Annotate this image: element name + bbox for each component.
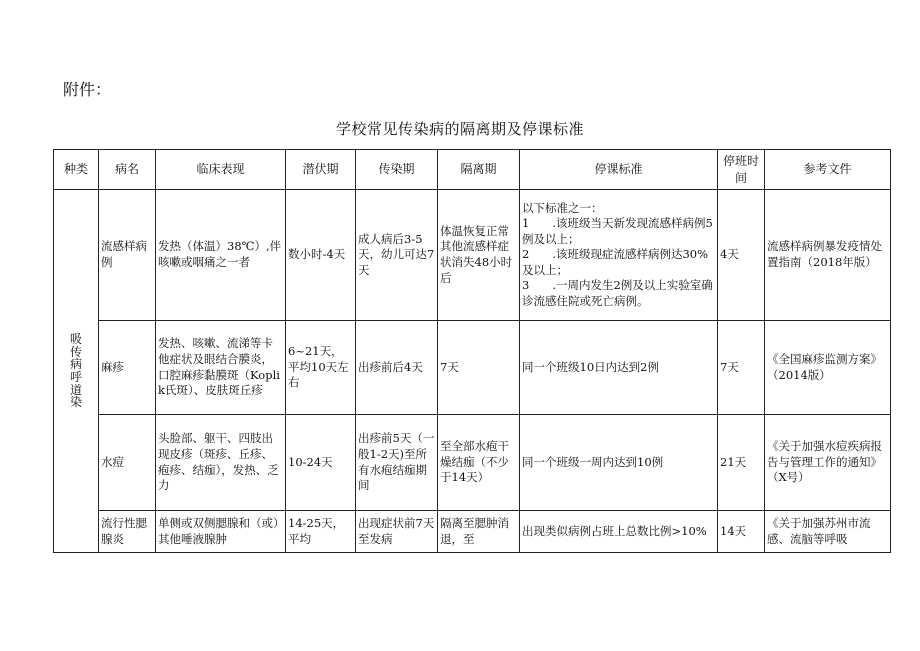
header-isolation: 隔离期 bbox=[438, 150, 520, 190]
disease-name: 流行性腮腺炎 bbox=[99, 511, 156, 553]
criteria-line: 3 .一周内发生2例及以上实验室确诊流感住院或死亡病例。 bbox=[522, 278, 713, 308]
table-row bbox=[54, 511, 891, 553]
criteria-line: 出现类似病例占班上总数比例>10% bbox=[522, 523, 707, 538]
quarantine-table bbox=[53, 149, 891, 553]
header-reference: 参考文件 bbox=[765, 150, 891, 190]
criteria-line: 同一个班级一周内达到10例 bbox=[522, 454, 664, 469]
header-criteria: 停课标准 bbox=[520, 150, 718, 190]
stop-time-cell: 7天 bbox=[718, 321, 765, 415]
incubation-cell: 6~21天，平均10天左右 bbox=[286, 321, 356, 415]
disease-name: 水痘 bbox=[99, 415, 156, 511]
symptoms-cell: 发热（体温）38℃）,伴咳嗽或咽痛之一者 bbox=[156, 190, 286, 321]
criteria-cell bbox=[520, 415, 718, 511]
symptoms-cell: 头脸部、躯干、四肢出现皮疹（斑疹、丘疹、疱疹、结痂），发热、乏力 bbox=[156, 415, 286, 511]
reference-cell: 《全国麻疹监测方案》（2014版） bbox=[765, 321, 891, 415]
criteria-cell bbox=[520, 190, 718, 321]
infectious-cell: 成人病后3-5天，幼儿可达7天 bbox=[356, 190, 438, 321]
category-cell bbox=[54, 190, 99, 553]
isolation-cell: 7天 bbox=[438, 321, 520, 415]
infectious-cell: 出现症状前7天至发病 bbox=[356, 511, 438, 553]
incubation-cell: 14-25天，平均 bbox=[286, 511, 356, 553]
disease-name: 麻疹 bbox=[99, 321, 156, 415]
table-row bbox=[54, 190, 891, 321]
header-row bbox=[54, 150, 891, 190]
document-title: 学校常见传染病的隔离期及停课标准 bbox=[335, 120, 584, 138]
criteria-line: 1 .该班级当天新发现流感样病例5例及以上； bbox=[522, 216, 713, 246]
header-infectious: 传染期 bbox=[356, 150, 438, 190]
criteria-line: 2 .该班级现症流感样病例达30%及以上； bbox=[522, 247, 709, 277]
symptoms-cell: 单侧或双侧腮腺和（或）其他唾液腺肿 bbox=[156, 511, 286, 553]
stop-time-cell: 21天 bbox=[718, 415, 765, 511]
header-stop-time: 停班时间 bbox=[718, 150, 765, 190]
header-incubation: 潜伏期 bbox=[286, 150, 356, 190]
category-label: 吸传病呼道染 bbox=[69, 332, 82, 410]
reference-cell: 《关于加强苏州市流感、流脑等呼吸 bbox=[765, 511, 891, 553]
header-disease: 病名 bbox=[99, 150, 156, 190]
stop-time-cell: 14天 bbox=[718, 511, 765, 553]
criteria-line: 以下标准之一： bbox=[522, 200, 603, 215]
header-category: 种类 bbox=[54, 150, 99, 190]
incubation-cell: 10-24天 bbox=[286, 415, 356, 511]
table-row bbox=[54, 321, 891, 415]
symptoms-cell: 发热、咳嗽、流涕等卡他症状及眼结合膜炎，口腔麻疹黏膜斑（Koplik氏斑）、皮肤斑丘疹 bbox=[156, 321, 286, 415]
disease-name: 流感样病例 bbox=[99, 190, 156, 321]
isolation-cell: 体温恢复正常其他流感样症状消失48小时后 bbox=[438, 190, 520, 321]
table-row bbox=[54, 415, 891, 511]
infectious-cell: 出疹前5天（一般1-2天)至所有水疱结痂期间 bbox=[356, 415, 438, 511]
isolation-cell: 隔离至腮肿消退，至 bbox=[438, 511, 520, 553]
reference-cell: 《关于加强水痘疾病报告与管理工作的通知》（X号） bbox=[765, 415, 891, 511]
incubation-cell: 数小时-4天 bbox=[286, 190, 356, 321]
attachment-label: 附件： bbox=[63, 80, 112, 99]
criteria-cell bbox=[520, 321, 718, 415]
criteria-cell bbox=[520, 511, 718, 553]
infectious-cell: 出疹前后4天 bbox=[356, 321, 438, 415]
stop-time-cell: 4天 bbox=[718, 190, 765, 321]
reference-cell: 流感样病例暴发疫情处置指南（2018年版） bbox=[765, 190, 891, 321]
isolation-cell: 至全部水疱干燥结痂（不少于14天） bbox=[438, 415, 520, 511]
header-symptoms: 临床表现 bbox=[156, 150, 286, 190]
criteria-line: 同一个班级10日内达到2例 bbox=[522, 359, 659, 374]
